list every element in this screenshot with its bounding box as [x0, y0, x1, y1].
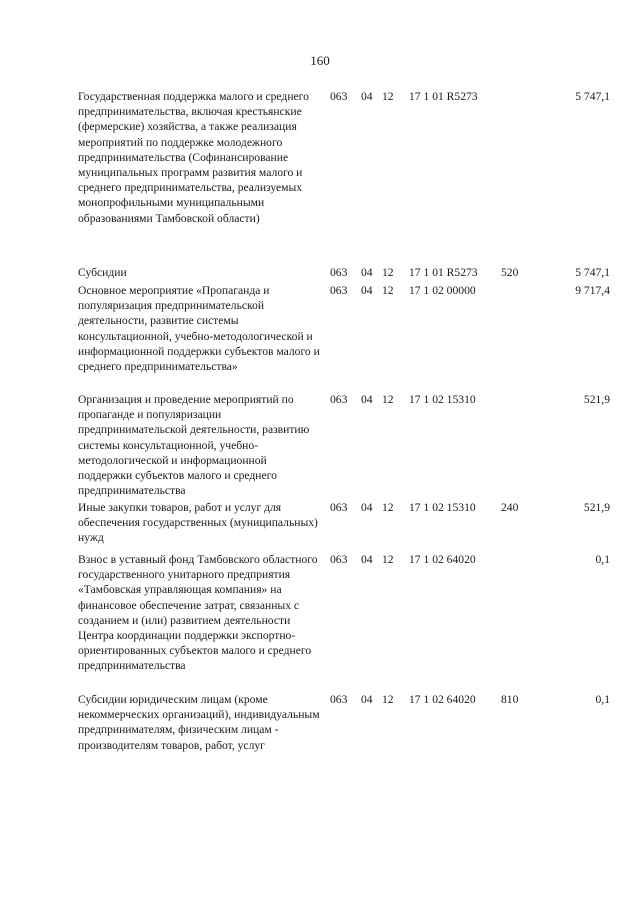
row-description: Взнос в уставный фонд Тамбовского областного государственного унитарного предприятия «Тамбовская управляющая компания» на финансовое обеспечение затрат, связанных с созданием и (или) развитием деятельности Центра координации поддержки экспортно-ориентированных субъектов малого и среднего предпринимательства	[78, 553, 318, 673]
table-row	[0, 265, 640, 283]
subsection-code: 12	[382, 393, 394, 406]
department-code: 063	[330, 284, 348, 297]
table-row	[0, 283, 640, 392]
department-code: 063	[330, 393, 348, 406]
amount: 521,9	[583, 393, 610, 406]
budget-table	[0, 89, 640, 772]
row-description: Организация и проведение мероприятий по пропаганде и популяризации предпринимательской деятельности, развитию системы консультационной, учебно-методологической и информационной поддержки субъектов малого и среднего предпринимательства	[78, 393, 310, 498]
section-code: 04	[361, 501, 373, 514]
table-row	[0, 89, 640, 265]
department-code: 063	[330, 501, 348, 514]
amount: 0,1	[595, 693, 610, 706]
department-code: 063	[330, 693, 348, 706]
expense-type-code: 810	[501, 693, 519, 706]
row-description: Государственная поддержка малого и среднего предпринимательства, включая крестьянские (фермерские) хозяйства, а также реализация мероприятий по поддержке молодежного предпринимательства (Софинансирование муниципальных программ развития малого и среднего предпринимательства, реализуемых монопрофильными муниципальными образованиями Тамбовской области)	[78, 90, 309, 225]
expense-type-code: 240	[501, 501, 519, 514]
subsection-code: 12	[382, 553, 394, 566]
subsection-code: 12	[382, 693, 394, 706]
department-code: 063	[330, 553, 348, 566]
target-article-code: 17 1 01 R5273	[409, 266, 478, 279]
section-code: 04	[361, 266, 373, 279]
amount: 0,1	[595, 553, 610, 566]
target-article-code: 17 1 02 15310	[409, 501, 476, 514]
row-description: Иные закупки товаров, работ и услуг для обеспечения государственных (муниципальных) нужд	[78, 501, 318, 545]
amount: 5 747,1	[575, 90, 610, 103]
department-code: 063	[330, 90, 348, 103]
target-article-code: 17 1 02 15310	[409, 393, 476, 406]
amount: 5 747,1	[575, 266, 610, 279]
target-article-code: 17 1 02 64020	[409, 553, 476, 566]
section-code: 04	[361, 90, 373, 103]
section-code: 04	[361, 553, 373, 566]
row-description: Субсидии юридическим лицам (кроме некоммерческих организаций), индивидуальным предпринимателям, физическим лицам - производителям товаров, работ, услуг	[78, 693, 320, 752]
row-description: Субсидии	[78, 266, 127, 279]
table-row	[0, 552, 640, 692]
amount: 521,9	[583, 501, 610, 514]
amount: 9 717,4	[575, 284, 610, 297]
table-row	[0, 692, 640, 772]
section-code: 04	[361, 284, 373, 297]
target-article-code: 17 1 02 64020	[409, 693, 476, 706]
table-row	[0, 392, 640, 500]
section-code: 04	[361, 393, 373, 406]
page-number: 160	[310, 53, 330, 68]
subsection-code: 12	[382, 90, 394, 103]
table-row	[0, 500, 640, 552]
department-code: 063	[330, 266, 348, 279]
subsection-code: 12	[382, 266, 394, 279]
subsection-code: 12	[382, 284, 394, 297]
row-description: Основное мероприятие «Пропаганда и популяризация предпринимательской деятельности, развитие системы консультационной, учебно-методологической и информационной поддержки субъектов малого и среднего предпринимательства»	[78, 284, 320, 374]
subsection-code: 12	[382, 501, 394, 514]
target-article-code: 17 1 02 00000	[409, 284, 476, 297]
expense-type-code: 520	[501, 266, 519, 279]
target-article-code: 17 1 01 R5273	[409, 90, 478, 103]
section-code: 04	[361, 693, 373, 706]
